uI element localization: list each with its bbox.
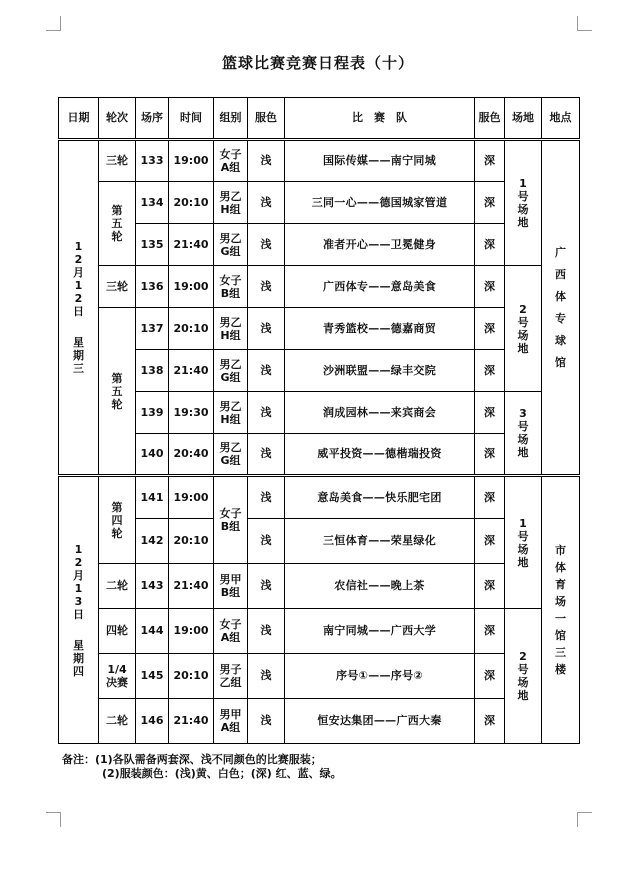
- time-cell: 19:00: [169, 266, 214, 308]
- group-cell: 男乙H组: [214, 182, 248, 224]
- color-home-cell: 浅: [248, 182, 285, 224]
- match-cell: 三恒体育——荣星绿化: [285, 519, 475, 564]
- time-cell: 19:00: [169, 609, 214, 654]
- group-cell: 男甲B组: [214, 564, 248, 609]
- color-home-cell: 浅: [248, 266, 285, 308]
- match-cell: 意岛美食——快乐肥宅团: [285, 476, 475, 519]
- color-home-cell: 浅: [248, 140, 285, 182]
- match-cell: 准者开心——卫冕健身: [285, 224, 475, 266]
- day1-field-3: 3号场地: [505, 392, 542, 476]
- color-home-cell: 浅: [248, 308, 285, 350]
- day1-venue: 广西体专球馆: [555, 245, 566, 369]
- note-line-1: 备注：(1)各队需备两套深、浅不同颜色的比赛服装；: [62, 753, 322, 766]
- seq-cell: 136: [136, 266, 169, 308]
- round-cell: 二轮: [99, 699, 136, 744]
- round-cell: 二轮: [99, 564, 136, 609]
- table-row: [59, 519, 580, 564]
- header-time: 时间: [169, 98, 214, 140]
- day1-date-cell: [59, 140, 99, 476]
- match-cell: 沙洲联盟——绿丰交院: [285, 350, 475, 392]
- match-cell: 恒安达集团——广西大秦: [285, 699, 475, 744]
- round-cell: 第四轮: [99, 476, 136, 564]
- group-cell: 男乙G组: [214, 350, 248, 392]
- time-cell: 20:10: [169, 519, 214, 564]
- color-away-cell: 深: [475, 519, 505, 564]
- group-cell: 女子B组: [214, 476, 248, 564]
- day2-venue-cell: [542, 476, 580, 744]
- color-home-cell: 浅: [248, 564, 285, 609]
- seq-cell: 135: [136, 224, 169, 266]
- match-cell: 国际传媒——南宁同城: [285, 140, 475, 182]
- color-away-cell: 深: [475, 654, 505, 699]
- table-row: [59, 392, 580, 434]
- table-row: [59, 476, 580, 519]
- time-cell: 21:40: [169, 350, 214, 392]
- seq-cell: 142: [136, 519, 169, 564]
- color-away-cell: 深: [475, 609, 505, 654]
- color-away-cell: 深: [475, 434, 505, 476]
- time-cell: 20:40: [169, 434, 214, 476]
- schedule-table: [58, 97, 580, 744]
- seq-cell: 140: [136, 434, 169, 476]
- color-away-cell: 深: [475, 564, 505, 609]
- match-cell: 南宁同城——广西大学: [285, 609, 475, 654]
- table-row: [59, 182, 580, 224]
- time-cell: 20:10: [169, 654, 214, 699]
- header-seq: 场序: [136, 98, 169, 140]
- group-cell: 男乙G组: [214, 224, 248, 266]
- notes: [62, 753, 342, 781]
- time-cell: 21:40: [169, 699, 214, 744]
- table-row: [59, 140, 580, 182]
- crop-mark-bottom-right: [577, 812, 592, 827]
- day2-date-cell: [59, 476, 99, 744]
- table-row: [59, 266, 580, 308]
- crop-mark-bottom-left: [46, 812, 61, 827]
- group-cell: 女子A组: [214, 609, 248, 654]
- color-home-cell: 浅: [248, 434, 285, 476]
- color-home-cell: 浅: [248, 609, 285, 654]
- color-away-cell: 深: [475, 266, 505, 308]
- round-cell: 四轮: [99, 609, 136, 654]
- day1-venue-cell: [542, 140, 580, 476]
- table-row: [59, 609, 580, 654]
- group-cell: 男乙H组: [214, 308, 248, 350]
- seq-cell: 139: [136, 392, 169, 434]
- color-away-cell: 深: [475, 476, 505, 519]
- header-teams: 比 赛 队: [285, 98, 475, 140]
- note-line-2: (2)服装颜色：(浅)黄、白色；(深) 红、蓝、绿。: [102, 767, 342, 780]
- table-row: [59, 350, 580, 392]
- seq-cell: 143: [136, 564, 169, 609]
- crop-mark-top-right: [577, 16, 592, 31]
- header-date: 日期: [59, 98, 99, 140]
- color-home-cell: 浅: [248, 699, 285, 744]
- table-row: [59, 564, 580, 609]
- table-row: [59, 308, 580, 350]
- time-cell: 20:10: [169, 308, 214, 350]
- color-away-cell: 深: [475, 699, 505, 744]
- day2-field-1: 1号场地: [505, 476, 542, 609]
- time-cell: 19:00: [169, 140, 214, 182]
- time-cell: 20:10: [169, 182, 214, 224]
- header-color-home: 服色: [248, 98, 285, 140]
- group-cell: 男乙H组: [214, 392, 248, 434]
- seq-cell: 146: [136, 699, 169, 744]
- seq-cell: 134: [136, 182, 169, 224]
- day1-field-1: 1号场地: [505, 140, 542, 266]
- color-home-cell: 浅: [248, 224, 285, 266]
- round-cell: 第五轮: [99, 308, 136, 476]
- match-cell: 威平投资——德楷瑞投资: [285, 434, 475, 476]
- day1-date: 12月12日: [73, 240, 84, 318]
- group-cell: 女子B组: [214, 266, 248, 308]
- match-cell: 三同一心——德国城家管道: [285, 182, 475, 224]
- time-cell: 19:30: [169, 392, 214, 434]
- crop-mark-top-left: [46, 16, 61, 31]
- day1-section: [59, 140, 580, 476]
- table-row: [59, 434, 580, 476]
- table-row: [59, 654, 580, 699]
- match-cell: 农信社——晚上茶: [285, 564, 475, 609]
- match-cell: 青秀篮校——德嘉商贸: [285, 308, 475, 350]
- header-field: 场地: [505, 98, 542, 140]
- seq-cell: 145: [136, 654, 169, 699]
- color-away-cell: 深: [475, 350, 505, 392]
- day1-weekday: 星期三: [73, 336, 84, 375]
- header-round: 轮次: [99, 98, 136, 140]
- seq-cell: 144: [136, 609, 169, 654]
- seq-cell: 138: [136, 350, 169, 392]
- seq-cell: 133: [136, 140, 169, 182]
- color-home-cell: 浅: [248, 350, 285, 392]
- group-cell: 男甲A组: [214, 699, 248, 744]
- time-cell: 21:40: [169, 224, 214, 266]
- day2-weekday: 星期四: [73, 638, 84, 678]
- group-cell: 男乙G组: [214, 434, 248, 476]
- day2-field-2: 2号场地: [505, 609, 542, 744]
- color-home-cell: 浅: [248, 519, 285, 564]
- day2-venue: 市体育场一馆三楼: [555, 544, 566, 676]
- header-color-away: 服色: [475, 98, 505, 140]
- table-row: [59, 699, 580, 744]
- table-row: [59, 224, 580, 266]
- color-home-cell: 浅: [248, 476, 285, 519]
- round-cell: 三轮: [99, 266, 136, 308]
- time-cell: 21:40: [169, 564, 214, 609]
- round-cell: 三轮: [99, 140, 136, 182]
- group-cell: 男子乙组: [214, 654, 248, 699]
- match-cell: 序号①——序号②: [285, 654, 475, 699]
- match-cell: 广西体专——意岛美食: [285, 266, 475, 308]
- color-home-cell: 浅: [248, 654, 285, 699]
- time-cell: 19:00: [169, 476, 214, 519]
- page-title: 篮球比赛竞赛日程表（十）: [221, 54, 414, 72]
- match-cell: 润成园林——来宾商会: [285, 392, 475, 434]
- header-row: [59, 98, 580, 140]
- color-home-cell: 浅: [248, 392, 285, 434]
- color-away-cell: 深: [475, 308, 505, 350]
- group-cell: 女子A组: [214, 140, 248, 182]
- color-away-cell: 深: [475, 392, 505, 434]
- day1-field-2: 2号场地: [505, 266, 542, 392]
- color-away-cell: 深: [475, 140, 505, 182]
- color-away-cell: 深: [475, 182, 505, 224]
- round-cell: 1/4决赛: [99, 654, 136, 699]
- header-group: 组别: [214, 98, 248, 140]
- color-away-cell: 深: [475, 224, 505, 266]
- seq-cell: 141: [136, 476, 169, 519]
- seq-cell: 137: [136, 308, 169, 350]
- round-cell: 第五轮: [99, 182, 136, 266]
- header-venue: 地点: [542, 98, 580, 140]
- day2-date: 12月13日: [73, 542, 84, 621]
- day2-section: [59, 476, 580, 744]
